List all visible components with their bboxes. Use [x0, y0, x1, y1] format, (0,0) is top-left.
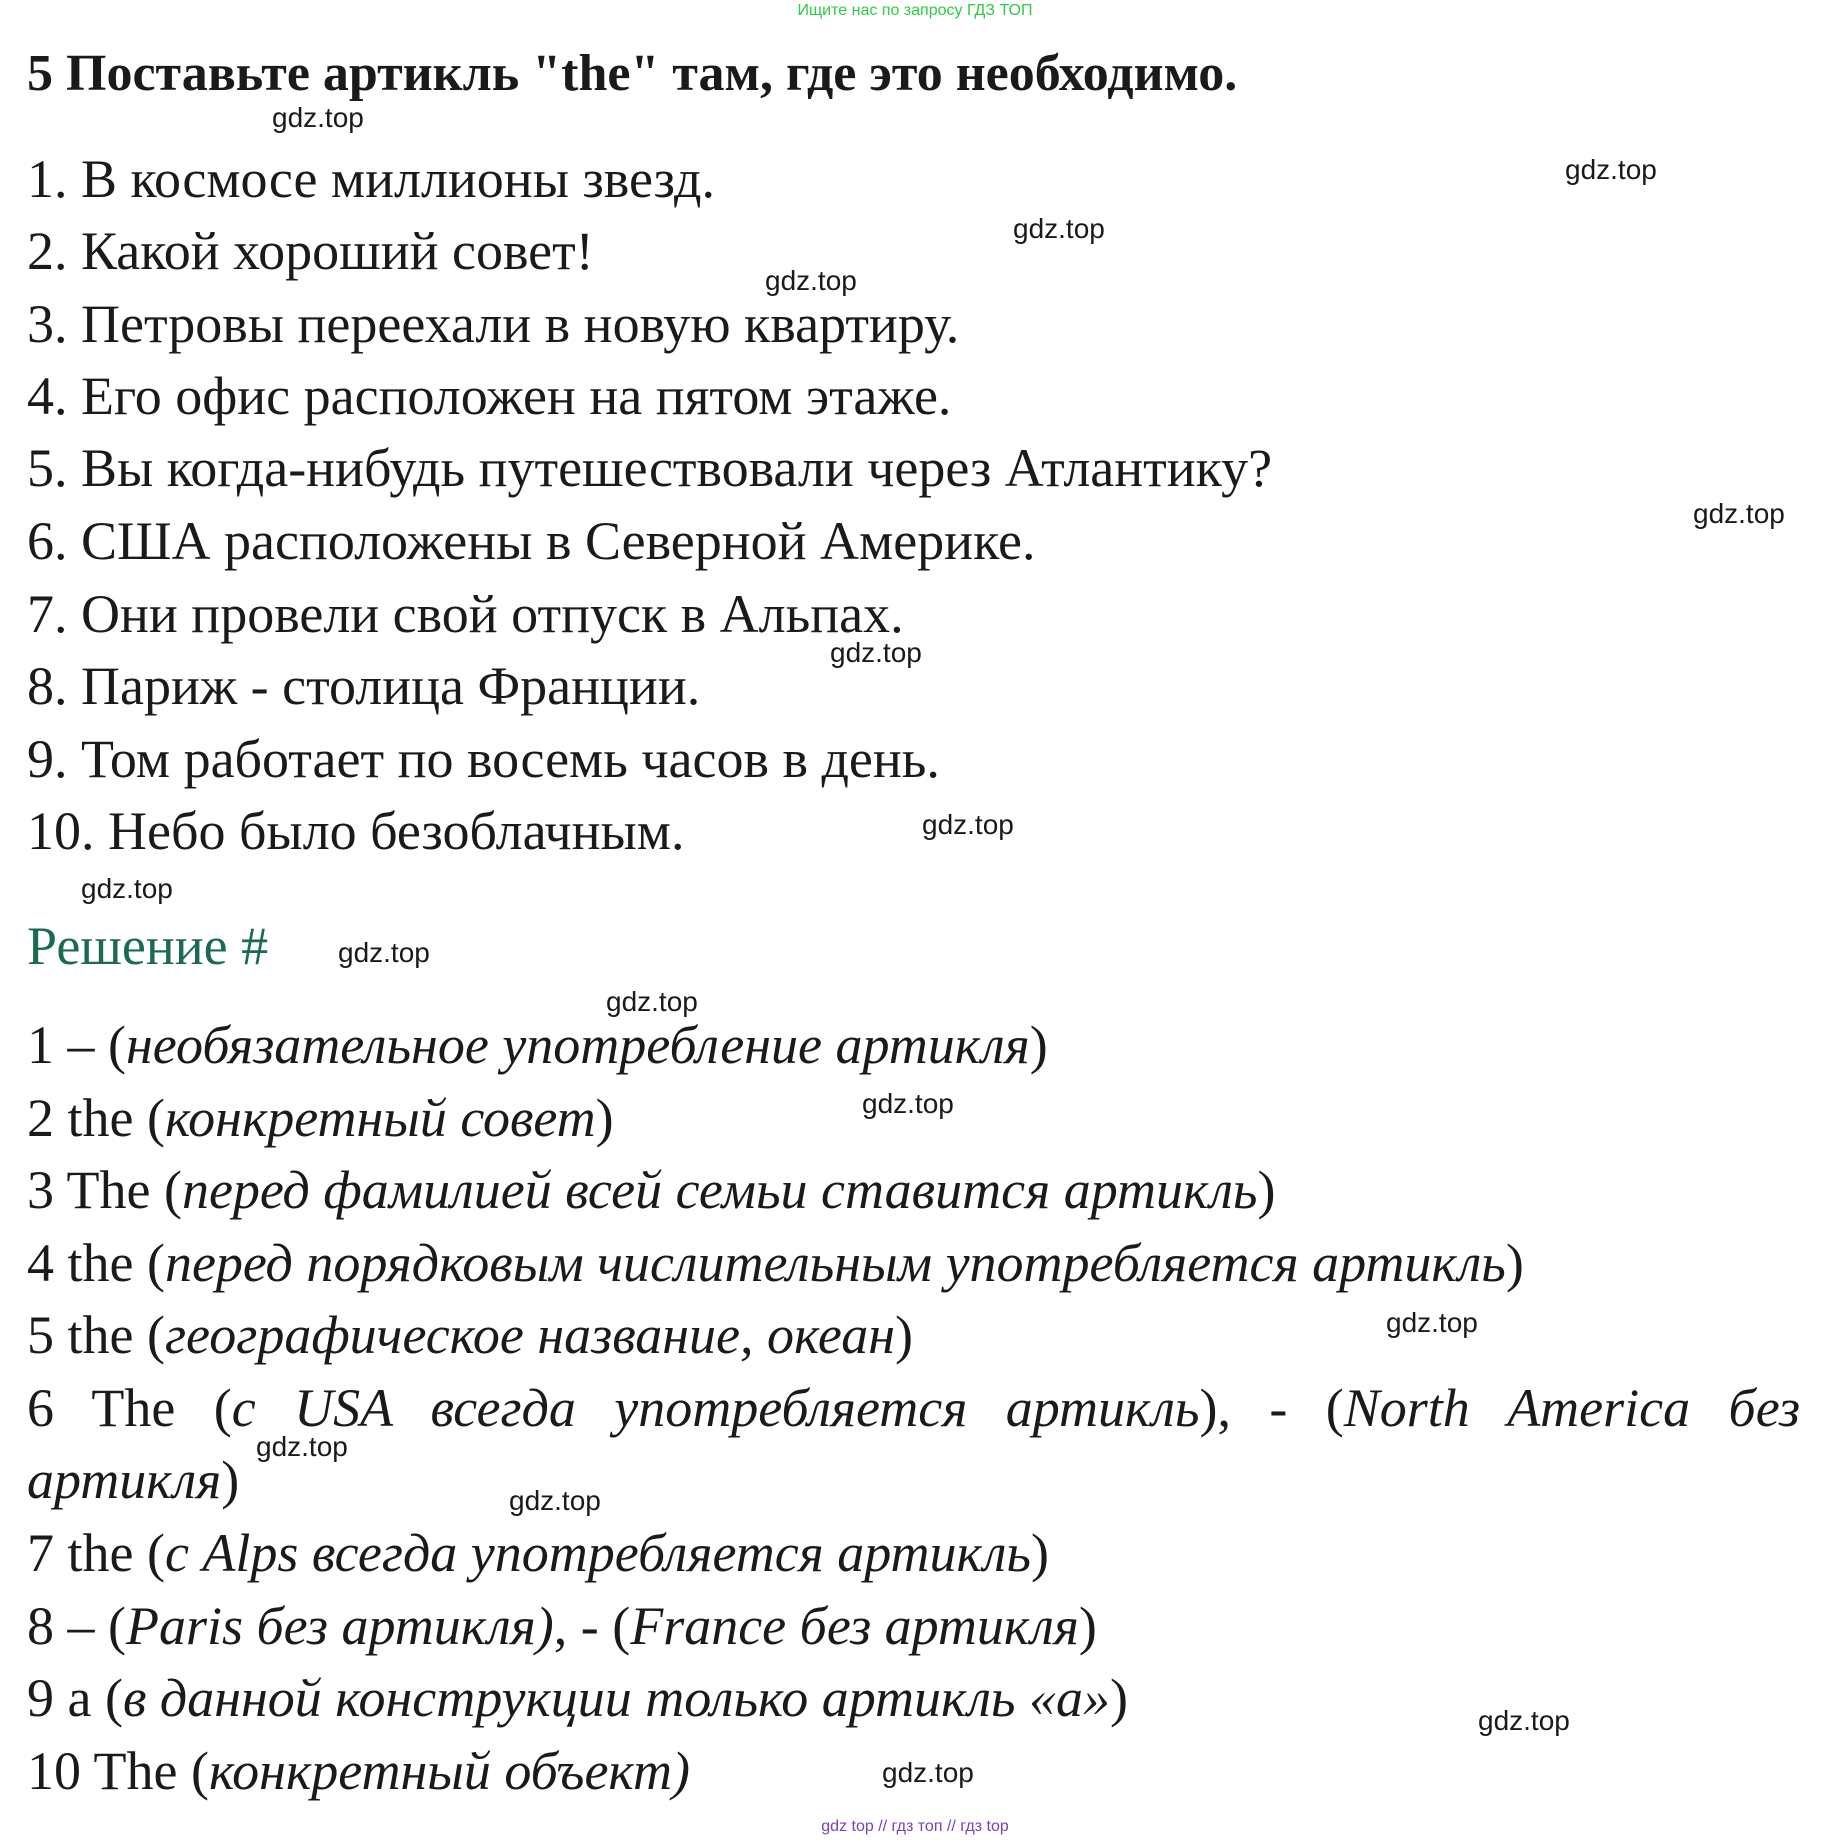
watermark: gdz.top — [882, 1757, 974, 1788]
task-item-4: 4. Его офис расположен на пятом этаже. — [27, 366, 952, 426]
answer-1: 1 – (необязательное употребление артикля) — [27, 1015, 1048, 1075]
task-item-2: 2. Какой хороший совет! — [27, 221, 594, 281]
watermark: gdz.top — [1386, 1307, 1478, 1338]
task-item-8: 8. Париж - столица Франции. — [27, 656, 701, 716]
watermark: gdz.top — [81, 873, 173, 904]
watermark: gdz.top — [1478, 1705, 1570, 1736]
answer-5: 5 the (географическое название, океан) — [27, 1305, 913, 1365]
answer-3: 3 The (перед фамилией всей семьи ставится артикль) — [27, 1160, 1276, 1220]
watermark: gdz.top — [862, 1088, 954, 1119]
watermark: gdz.top — [1565, 154, 1657, 185]
task-item-10: 10. Небо было безоблачным. — [27, 801, 685, 861]
task-item-9: 9. Том работает по восемь часов в день. — [27, 729, 940, 789]
answer-8: 8 – (Paris без артикля), - (France без артикля) — [27, 1596, 1097, 1656]
answer-9: 9 a (в данной конструкции только артикль «a») — [27, 1668, 1128, 1728]
solution-heading: Решение # — [27, 916, 269, 976]
exercise-title: 5 Поставьте артикль "the" там, где это необходимо. — [27, 45, 1238, 102]
answer-6-line-2: артикля) — [27, 1450, 240, 1510]
watermark: gdz.top — [1693, 498, 1785, 529]
task-item-3: 3. Петровы переехали в новую квартиру. — [27, 294, 960, 354]
answer-10: 10 The (конкретный объект) — [27, 1741, 690, 1801]
answer-6-line-1: 6 The (с USA всегда употребляется артикль), - (North America без — [27, 1378, 1801, 1438]
footer-links[interactable]: gdz top // гдз топ // гдз top — [821, 1818, 1009, 1835]
watermark: gdz.top — [1013, 213, 1105, 244]
task-item-1: 1. В космосе миллионы звезд. — [27, 149, 715, 209]
watermark: gdz.top — [765, 265, 857, 296]
answer-4: 4 the (перед порядковым числительным употребляется артикль) — [27, 1233, 1524, 1293]
top-search-link[interactable]: Ищите нас по запросу ГДЗ ТОП — [797, 2, 1033, 19]
watermark: gdz.top — [338, 937, 430, 968]
watermark: gdz.top — [272, 102, 364, 133]
answer-7: 7 the (с Alps всегда употребляется артикль) — [27, 1523, 1049, 1583]
watermark: gdz.top — [509, 1485, 601, 1516]
task-item-7: 7. Они провели свой отпуск в Альпах. — [27, 584, 904, 644]
watermark: gdz.top — [606, 986, 698, 1017]
task-item-5: 5. Вы когда-нибудь путешествовали через Атлантику? — [27, 438, 1273, 498]
task-item-6: 6. США расположены в Северной Америке. — [27, 511, 1036, 571]
answer-2: 2 the (конкретный совет) — [27, 1088, 614, 1148]
watermark: gdz.top — [256, 1431, 348, 1462]
watermark: gdz.top — [830, 637, 922, 668]
watermark: gdz.top — [922, 809, 1014, 840]
